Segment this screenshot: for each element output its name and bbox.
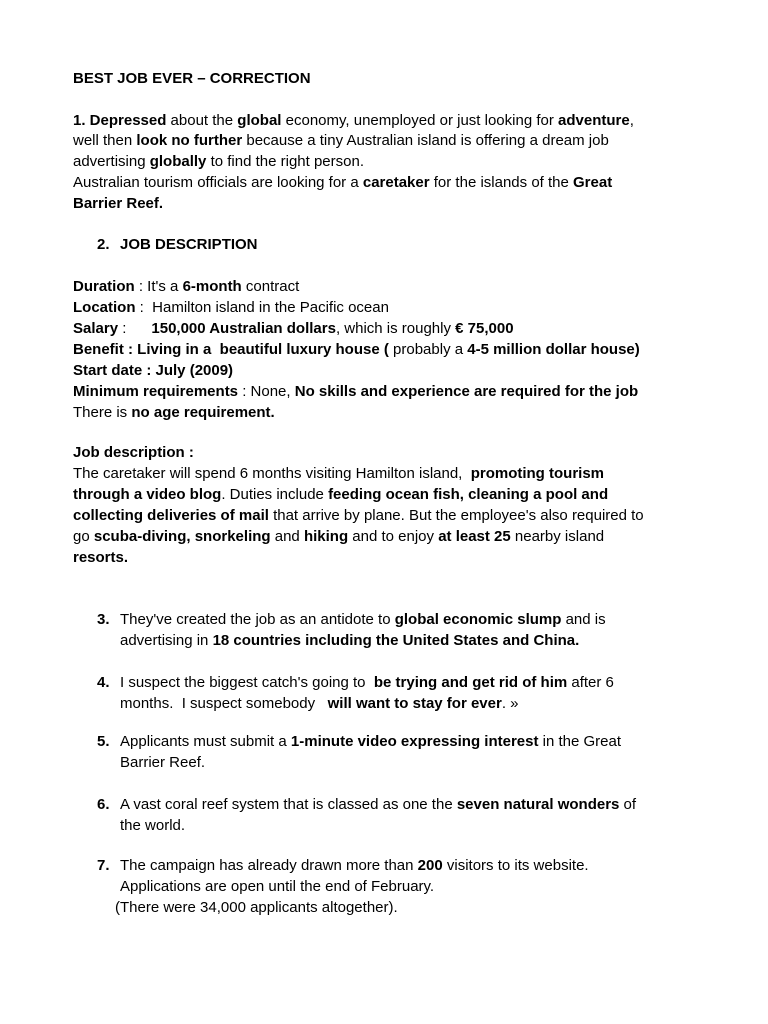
bold-text-run: caretaker — [362, 174, 430, 191]
text-run: : None, — [238, 383, 295, 400]
job-description-line — [73, 506, 644, 526]
bold-text-run: scuba-diving, snorkeling — [93, 528, 271, 545]
bold-text-run: global economic slump — [394, 611, 562, 628]
bold-text-run: 6-month — [182, 278, 242, 295]
text-run: and — [270, 528, 304, 545]
intro-line-5 — [73, 194, 163, 214]
job-description-line — [73, 464, 604, 484]
text-run: advertising — [73, 153, 150, 170]
section-2-heading: JOB DESCRIPTION — [120, 236, 258, 253]
text-run: Australian tourism officials are looking for a — [73, 174, 363, 191]
bold-text-run: promoting tourism — [470, 465, 605, 482]
intro-line-1 — [73, 111, 634, 131]
bold-text-run: 200 — [417, 857, 443, 874]
job-description-line — [73, 548, 128, 568]
text-run: go — [73, 528, 94, 545]
intro-line-3 — [73, 152, 364, 172]
intro-line-2 — [73, 131, 609, 151]
detail-benefit — [73, 340, 640, 360]
text-run: that arrive by plane. But the employee's also required to — [268, 507, 644, 524]
text-run: There is — [73, 404, 132, 421]
bold-text-run: no age requirement. — [131, 404, 275, 421]
item-7-line-2 — [120, 877, 434, 897]
text-run: The caretaker will spend 6 months visiting Hamilton island, — [73, 465, 471, 482]
text-run: to find the right person. — [206, 153, 365, 170]
bold-text-run: through a video blog — [73, 486, 222, 503]
item-6-line-1 — [120, 795, 636, 815]
text-run: Applicants must submit a — [120, 733, 291, 750]
bold-text-run: will want to stay for ever — [327, 695, 502, 712]
detail-duration — [73, 277, 299, 297]
text-run: advertising in — [120, 632, 213, 649]
text-run: and to enjoy — [348, 528, 439, 545]
text-run: months. I suspect somebody — [120, 695, 328, 712]
bold-text-run: global — [237, 112, 282, 129]
bold-text-run: 4-5 million dollar house) — [467, 341, 640, 358]
text-run: A vast coral reef system that is classed as one the — [120, 796, 457, 813]
bold-text-run: 1. Depressed — [73, 112, 167, 129]
text-run: well then — [73, 132, 137, 149]
text-run: : — [118, 320, 152, 337]
text-run: : Hamilton island in the Pacific ocean — [135, 299, 389, 316]
text-run: for the islands of the — [429, 174, 574, 191]
job-description-line — [73, 527, 604, 547]
text-run: economy, unemployed or just looking for — [281, 112, 559, 129]
text-run: . » — [501, 695, 519, 712]
detail-minimum-requirements — [73, 382, 638, 402]
text-run: Barrier Reef. — [120, 754, 206, 771]
item-4-number: 4. — [97, 674, 110, 691]
text-run: because a tiny Australian island is offering a dream job — [242, 132, 609, 149]
bold-text-run: feeding ocean fish, cleaning a pool and — [328, 486, 609, 503]
detail-salary — [73, 319, 514, 339]
bold-text-run: Location — [73, 299, 136, 316]
bold-text-run: 150,000 Australian dollars — [151, 320, 336, 337]
item-5-line-1 — [120, 732, 621, 752]
item-7-number: 7. — [97, 857, 110, 874]
bold-text-run: globally — [149, 153, 207, 170]
item-4-line-2 — [120, 694, 519, 714]
bold-text-run: Benefit : Living in a beautiful luxury house ( — [73, 341, 389, 358]
text-run: The campaign has already drawn more than — [120, 857, 418, 874]
bold-text-run: Duration — [73, 278, 135, 295]
text-run: after 6 — [567, 674, 614, 691]
detail-location — [73, 298, 389, 318]
text-run: of — [619, 796, 637, 813]
item-6-line-2 — [120, 816, 185, 836]
bold-text-run: Salary — [73, 320, 119, 337]
text-run: nearby island — [510, 528, 605, 545]
item-5-line-2 — [120, 753, 205, 773]
bold-text-run: seven natural wonders — [456, 796, 620, 813]
text-run: , which is roughly — [335, 320, 456, 337]
bold-text-run: € 75,000 — [455, 320, 514, 337]
job-description-heading: Job description : — [73, 444, 194, 461]
item-5-number: 5. — [97, 733, 110, 750]
bold-text-run: Great — [573, 174, 613, 191]
bold-text-run: collecting deliveries of mail — [73, 507, 269, 524]
text-run: probably a — [388, 341, 468, 358]
detail-start-date — [73, 361, 233, 381]
bold-text-run: look no further — [136, 132, 243, 149]
bold-text-run: be trying and get rid of him — [373, 674, 568, 691]
text-run: : It's a — [134, 278, 183, 295]
text-run: about the — [166, 112, 238, 129]
text-run: Applications are open until the end of February. — [120, 878, 435, 895]
document-title: BEST JOB EVER – CORRECTION — [73, 70, 311, 87]
item-4-line-1 — [120, 673, 614, 693]
text-run: the world. — [120, 817, 186, 834]
text-run: , — [629, 112, 634, 129]
bold-text-run: hiking — [303, 528, 349, 545]
text-run: visitors to its website. — [442, 857, 589, 874]
item-3-number: 3. — [97, 611, 110, 628]
bold-text-run: at least 25 — [438, 528, 511, 545]
bold-text-run: Barrier Reef. — [73, 195, 164, 212]
text-run: They've created the job as an antidote to — [120, 611, 395, 628]
bold-text-run: adventure — [558, 112, 630, 129]
detail-age-requirement — [73, 403, 275, 423]
bold-text-run: resorts. — [73, 549, 129, 566]
text-run: in the Great — [538, 733, 622, 750]
item-3-line-1 — [120, 610, 606, 630]
applicants-footnote: (There were 34,000 applicants altogether). — [115, 899, 398, 916]
item-7-line-1 — [120, 856, 589, 876]
text-run: and is — [561, 611, 606, 628]
bold-text-run: Start date : July (2009) — [73, 362, 234, 379]
bold-text-run: 18 countries including the United States and China. — [212, 632, 580, 649]
text-run: I suspect the biggest catch's going to — [120, 674, 374, 691]
bold-text-run: 1-minute video expressing interest — [290, 733, 539, 750]
text-run: . Duties include — [221, 486, 329, 503]
text-run: contract — [241, 278, 300, 295]
item-3-line-2 — [120, 631, 579, 651]
item-6-number: 6. — [97, 796, 110, 813]
job-description-line — [73, 485, 608, 505]
bold-text-run: No skills and experience are required for the job — [294, 383, 639, 400]
bold-text-run: Minimum requirements — [73, 383, 239, 400]
intro-line-4 — [73, 173, 612, 193]
section-2-number: 2. — [97, 236, 110, 253]
